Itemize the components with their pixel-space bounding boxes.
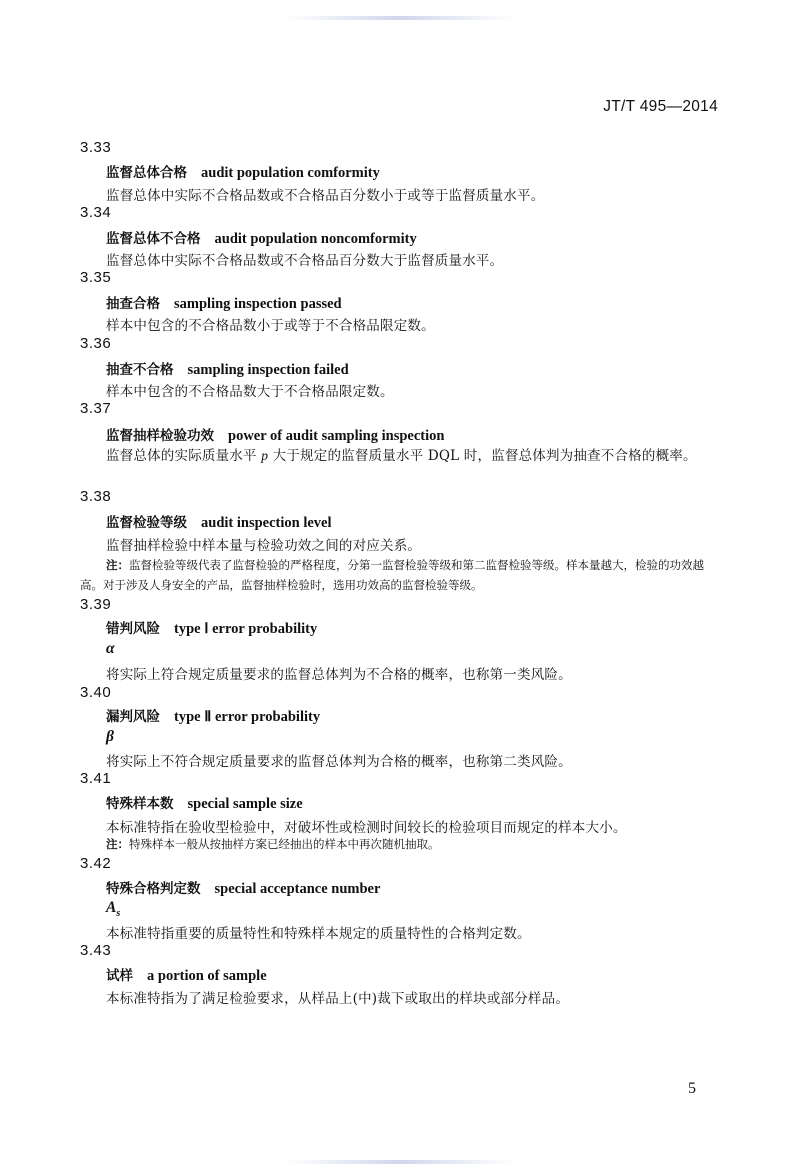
clause-number: 3.34 — [80, 204, 112, 221]
symbol-as: $A_s$ — [106, 899, 121, 920]
top-watermark — [0, 5, 800, 25]
term-zh: 抽查合格 — [106, 296, 160, 312]
term-heading — [106, 877, 380, 898]
clause-number: 3.35 — [80, 269, 112, 286]
term-en: a portion of sample — [147, 968, 267, 984]
term-heading — [106, 705, 320, 726]
term-zh: 错判风险 — [106, 621, 160, 637]
note: 注：特殊样本一般从按抽样方案已经抽出的样本中再次随机抽取。 — [106, 837, 440, 851]
standard-code-header: JT/T 495—2014 — [603, 98, 718, 115]
term-en: sampling inspection passed — [174, 296, 342, 312]
clause-number: 3.36 — [80, 335, 112, 352]
term-heading — [106, 227, 417, 248]
term-zh: 监督总体不合格 — [106, 231, 201, 247]
definition: 将实际上不符合规定质量要求的监督总体判为合格的概率，也称第二类风险。 — [106, 754, 572, 770]
term-heading — [106, 792, 303, 813]
note: 注：监督检验等级代表了监督检验的严格程度，分第一监督检验等级和第二监督检验等级。样本量越大，检验的功效越高。对于涉及人身安全的产品，监督抽样检验时，选用功效高的监督检验等级。 — [80, 558, 704, 592]
clause-number: 3.40 — [80, 684, 112, 701]
term-heading — [106, 424, 444, 445]
clause-number: 3.33 — [80, 139, 112, 156]
term-heading — [106, 964, 267, 985]
definition: 监督总体的实际质量水平 p 大于规定的监督质量水平 DQL 时，监督总体判为抽查不合格的概率。 — [106, 448, 697, 464]
term-heading — [106, 161, 380, 182]
clause-number: 3.43 — [80, 942, 112, 959]
term-heading — [106, 292, 342, 313]
term-en: type Ⅰ error probability — [174, 621, 318, 637]
symbol-beta: β — [106, 728, 114, 745]
definition: 监督总体中实际不合格品数或不合格品百分数大于监督质量水平。 — [106, 253, 504, 269]
term-zh: 特殊合格判定数 — [106, 881, 201, 897]
clause-number: 3.37 — [80, 400, 112, 417]
definition: 监督总体中实际不合格品数或不合格品百分数小于或等于监督质量水平。 — [106, 188, 545, 204]
term-heading — [106, 358, 349, 379]
definition: 将实际上符合规定质量要求的监督总体判为不合格的概率，也称第一类风险。 — [106, 667, 572, 683]
page-number: 5 — [688, 1080, 696, 1097]
term-zh: 试样 — [106, 968, 133, 984]
definition: 本标准特指为了满足检验要求，从样品上(中)裁下或取出的样块或部分样品。 — [106, 991, 570, 1007]
variable-p: p — [261, 448, 269, 463]
clause-number: 3.38 — [80, 488, 112, 505]
clause-number: 3.39 — [80, 596, 112, 613]
bottom-watermark — [0, 1149, 800, 1169]
term-en: sampling inspection failed — [187, 362, 349, 378]
term-zh: 监督检验等级 — [106, 515, 187, 531]
term-zh: 特殊样本数 — [106, 796, 174, 812]
term-en: special sample size — [187, 796, 303, 812]
clause-number: 3.42 — [80, 855, 112, 872]
term-en: power of audit sampling inspection — [228, 428, 445, 444]
term-en: audit population comformity — [201, 165, 380, 181]
term-en: special acceptance number — [214, 881, 381, 897]
definition: 样本中包含的不合格品数大于不合格品限定数。 — [106, 384, 394, 400]
term-zh: 监督总体合格 — [106, 165, 187, 181]
definition: 样本中包含的不合格品数小于或等于不合格品限定数。 — [106, 318, 435, 334]
definition: 本标准特指重要的质量特性和特殊样本规定的质量特性的合格判定数。 — [106, 926, 531, 942]
term-zh: 监督抽样检验功效 — [106, 428, 214, 444]
term-heading — [106, 617, 317, 638]
clause-number: 3.41 — [80, 770, 112, 787]
definition: 监督抽样检验中样本量与检验功效之间的对应关系。 — [106, 538, 422, 554]
term-heading — [106, 511, 332, 532]
term-en: audit inspection level — [201, 515, 332, 531]
note-label: 注： — [106, 837, 129, 851]
term-zh: 抽查不合格 — [106, 362, 174, 378]
definition: 本标准特指在验收型检验中，对破坏性或检测时间较长的检验项目而规定的样本大小。 — [106, 820, 627, 836]
note-label: 注： — [106, 558, 129, 572]
term-zh: 漏判风险 — [106, 709, 160, 725]
term-en: audit population noncomformity — [214, 231, 417, 247]
symbol-alpha: α — [106, 640, 115, 657]
term-en: type Ⅱ error probability — [174, 709, 321, 725]
